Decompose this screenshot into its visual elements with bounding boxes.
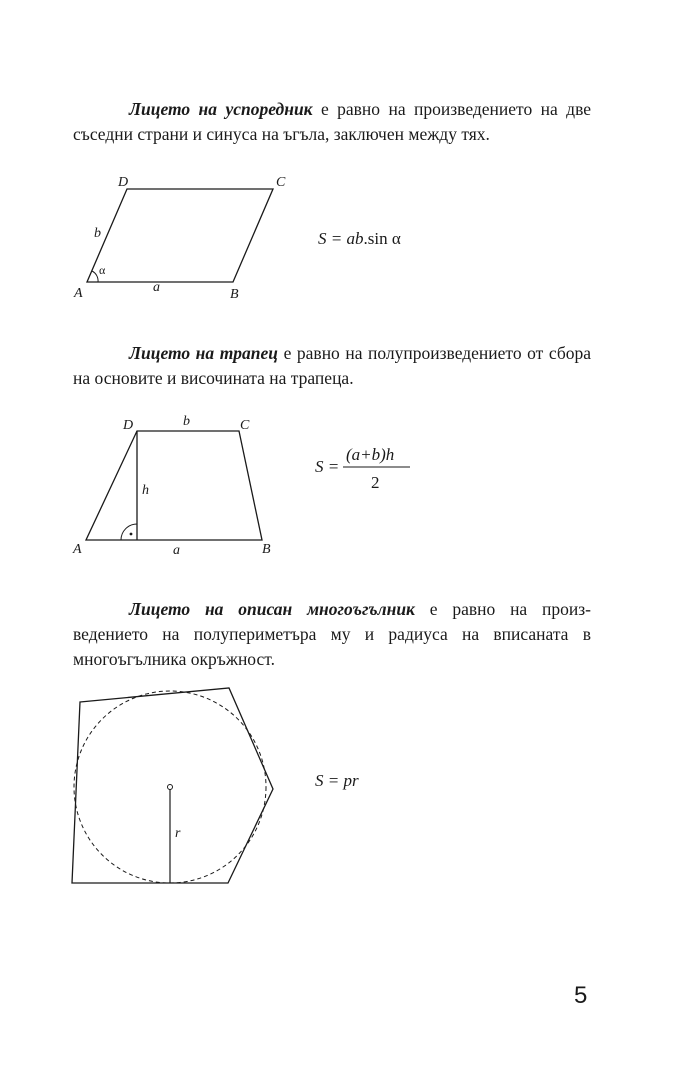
parallelogram-figure xyxy=(73,175,286,302)
term-trapezoid-area: Лицето на трапец xyxy=(129,343,279,363)
vertex-label-a: A xyxy=(74,286,83,301)
definition-text: е равно на произведението на две съседни страни и синуса на ъгъла, заключен между тях. xyxy=(73,99,592,144)
side-label-a: a xyxy=(153,280,160,295)
vertex-label-b: B xyxy=(230,287,239,302)
term-polygon-area: Лицето на описан многоъгълник xyxy=(129,599,415,619)
vertex-label-c: C xyxy=(240,418,250,433)
parallelogram-shape xyxy=(87,189,273,282)
definition-text: е равно на полупроизведението от сбора на основите и височината на трапеца. xyxy=(73,343,591,388)
height-label-h: h xyxy=(142,483,149,498)
formula-body: ab xyxy=(346,229,364,248)
vertex-label-d: D xyxy=(118,175,129,190)
vertex-label-a: A xyxy=(73,542,82,557)
formula-rest: .sin α xyxy=(363,229,401,248)
angle-label-alpha: α xyxy=(99,263,106,277)
angle-arc xyxy=(92,271,98,282)
radius-label-r: r xyxy=(175,826,181,841)
formula-numerator: (a+b)h xyxy=(346,445,395,464)
side-label-a: a xyxy=(173,543,180,558)
term-parallelogram-area: Лицето на успоредник xyxy=(129,99,313,119)
polygon-figure xyxy=(72,688,273,883)
side-label-b: b xyxy=(183,414,190,429)
vertex-label-c: C xyxy=(276,175,286,190)
formula-lhs: S = xyxy=(318,229,347,248)
page-number: 5 xyxy=(574,982,588,1009)
trapezoid-figure xyxy=(72,414,271,558)
side-label-b: b xyxy=(94,226,101,241)
right-angle-arc xyxy=(121,524,137,540)
trapezoid-formula xyxy=(315,445,410,492)
parallelogram-formula xyxy=(318,229,401,248)
trapezoid-shape xyxy=(86,431,262,540)
polygon-formula: S = pr xyxy=(315,771,359,790)
vertex-label-b: B xyxy=(262,542,271,557)
center-point xyxy=(168,785,173,790)
formula-denominator: 2 xyxy=(371,473,380,492)
definition-text: е равно на произ-ведението на полупериметъра му и радиуса на вписаната в многоъгълника окръжност. xyxy=(73,599,591,669)
right-angle-dot xyxy=(130,533,133,536)
vertex-label-d: D xyxy=(123,418,134,433)
formula-lhs: S = xyxy=(315,457,340,476)
